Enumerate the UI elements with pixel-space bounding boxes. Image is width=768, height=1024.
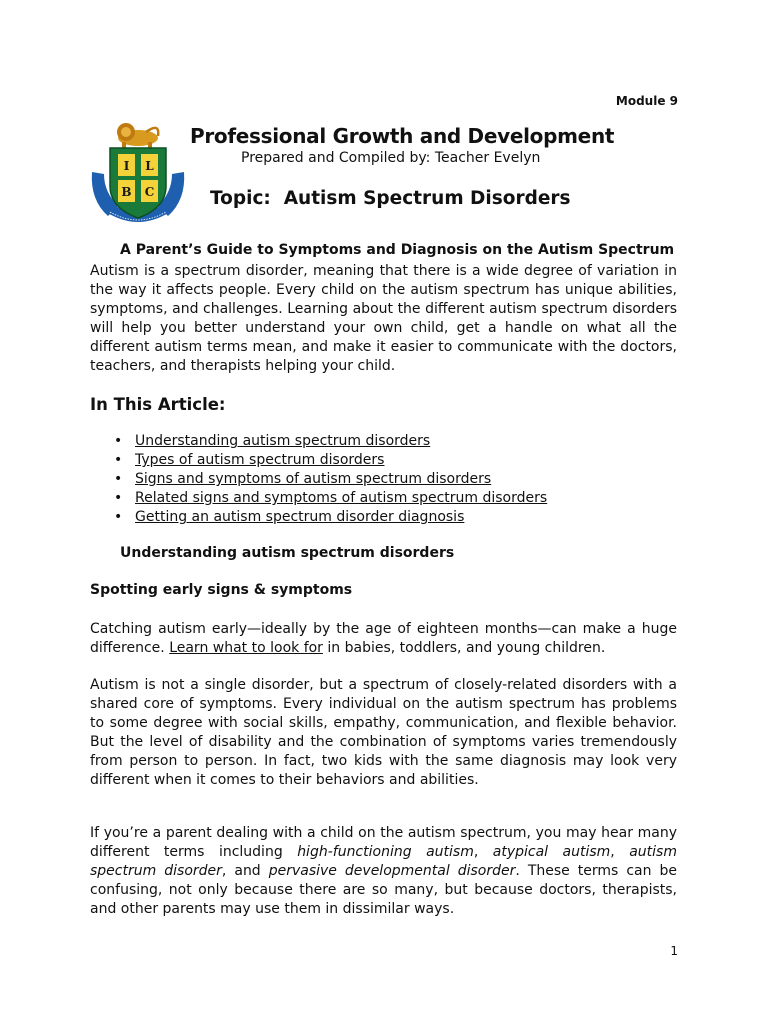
document-title: Professional Growth and Development	[190, 124, 615, 148]
section-heading-spotting: Spotting early signs & symptoms	[90, 582, 353, 598]
text-run: If you’re a parent dealing with a child on the autism spectrum, you may hear many different terms including	[90, 825, 677, 860]
guide-heading: A Parent’s Guide to Symptoms and Diagnosis on the Autism Spectrum	[120, 242, 675, 258]
in-article-heading: In This Article:	[90, 395, 226, 414]
crest-letter: B	[121, 185, 132, 199]
section-heading-understanding: Understanding autism spectrum disorders	[120, 545, 455, 561]
intro-paragraph: Autism is a spectrum disorder, meaning that there is a wide degree of variation in the way it affects people. Every child on the autism spectrum has unique abilities, symptoms, and challenges. Learning about the different autism spectrum disorders will help you better understand your own child, get a handle on what all the different autism terms mean, and make it easier to communicate with the doctors, teachers, and therapists helping your child.	[90, 263, 677, 374]
text-run: . These terms can be confusing, not only because there are so many, but because doctors, therapists, and other parents may use them in dissimilar ways.	[90, 863, 677, 917]
lion-icon	[117, 123, 158, 150]
toc-link-types[interactable]: Types of autism spectrum disorders	[135, 452, 385, 468]
list-item	[90, 489, 677, 508]
learn-what-to-look-for-link[interactable]: Learn what to look for	[169, 640, 323, 656]
topic-heading: Topic: Autism Spectrum Disorders	[210, 188, 571, 209]
page-number: 1	[670, 944, 678, 958]
term-high-functioning: high-functioning autism	[297, 844, 474, 860]
early-signs-paragraph	[90, 620, 677, 658]
list-item	[90, 508, 677, 527]
term-pdd: pervasive developmental disorder	[268, 863, 516, 879]
list-item	[90, 432, 677, 451]
school-crest-logo	[88, 120, 188, 230]
spectrum-paragraph: Autism is not a single disorder, but a spectrum of closely-related disorders with a shared core of symptoms. Every individual on the autism spectrum has problems to some degree with social skills, empathy, communication, and flexible behavior. But the level of disability and the combination of symptoms varies tremendously from person to person. In fact, two kids with the same diagnosis may look very different when it comes to their behaviors and abilities.	[90, 677, 677, 788]
crest-letter: I	[123, 159, 130, 173]
terms-paragraph	[90, 824, 677, 919]
text-run: Catching autism early—ideally by the age of eighteen months—can make a huge difference.	[90, 621, 677, 656]
toc-link-related[interactable]: Related signs and symptoms of autism spectrum disorders	[135, 490, 548, 506]
text-run: in babies, toddlers, and young children.	[322, 640, 606, 656]
text-run: ,	[610, 844, 630, 860]
text-run: , and	[221, 863, 269, 879]
crest-letter: L	[145, 159, 154, 173]
term-atypical: atypical autism	[492, 844, 611, 860]
list-item	[90, 470, 677, 489]
toc-link-understanding[interactable]: Understanding autism spectrum disorders	[135, 433, 431, 449]
prepared-by: Prepared and Compiled by: Teacher Evelyn	[241, 150, 541, 166]
list-item	[90, 451, 677, 470]
article-contents-list	[90, 432, 677, 527]
toc-link-diagnosis[interactable]: Getting an autism spectrum disorder diagnosis	[135, 509, 465, 525]
term-asd: autism spectrum disorder	[90, 844, 677, 879]
crest-letter: C	[144, 185, 155, 199]
module-label: Module 9	[615, 94, 678, 108]
text-run: ,	[473, 844, 493, 860]
toc-link-signs[interactable]: Signs and symptoms of autism spectrum disorders	[135, 471, 492, 487]
